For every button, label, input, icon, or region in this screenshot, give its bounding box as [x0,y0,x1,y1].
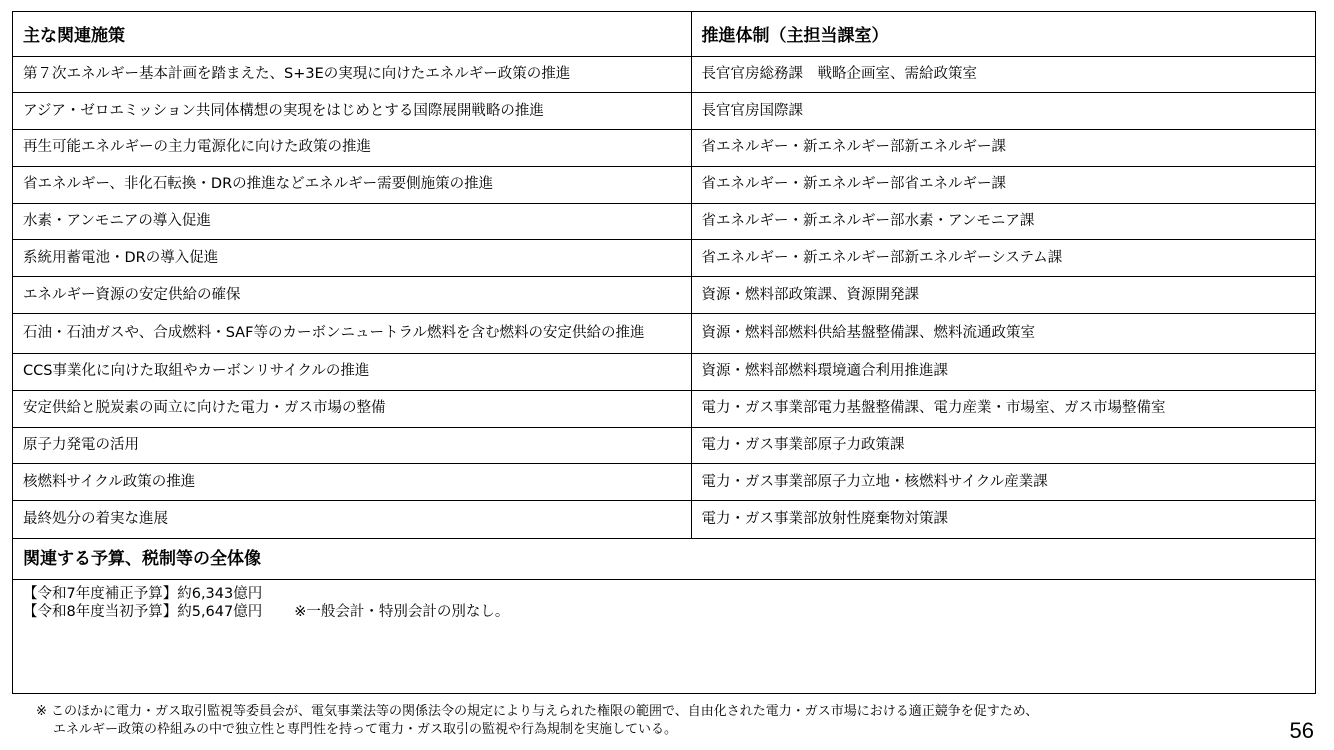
table-row [13,501,1315,538]
table-row [13,166,1315,203]
table-row [13,354,1315,391]
measure-cell: エネルギー資源の安定供給の確保 [13,277,691,314]
measure-cell: 水素・アンモニアの導入促進 [13,203,691,240]
table-header-row [13,12,1315,56]
budget-account-note: ※一般会計・特別会計の別なし。 [294,603,510,620]
organization-cell: 長官官房国際課 [691,93,1315,130]
header-measures: 主な関連施策 [13,12,691,56]
table-row [13,93,1315,130]
table-row [13,240,1315,277]
table-row [13,464,1315,501]
content-frame [12,11,1316,694]
table-row [13,427,1315,464]
organization-cell: 電力・ガス事業部電力基盤整備課、電力産業・市場室、ガス市場整備室 [691,390,1315,427]
budget-supplementary-line: 【令和7年度補正予算】約6,343億円 [23,585,263,602]
table-row [13,130,1315,167]
measure-cell: 核燃料サイクル政策の推進 [13,464,691,501]
measure-cell: 最終処分の着実な進展 [13,501,691,538]
measure-cell: 石油・石油ガスや、合成燃料・SAF等のカーボンニュートラル燃料を含む燃料の安定供給の推進 [13,314,691,354]
table-row [13,56,1315,93]
table-row [13,277,1315,314]
table-row [13,390,1315,427]
organization-cell: 資源・燃料部政策課、資源開発課 [691,277,1315,314]
budget-section-title: 関連する予算、税制等の全体像 [13,538,1315,580]
measure-cell: 系統用蓄電池・DRの導入促進 [13,240,691,277]
footnote-line-2: エネルギー政策の枠組みの中で独立性と専門性を持って電力・ガス取引の監視や行為規制を実施している。 [53,722,678,737]
organization-cell: 電力・ガス事業部原子力政策課 [691,427,1315,464]
organization-cell: 資源・燃料部燃料環境適合利用推進課 [691,354,1315,391]
organization-cell: 資源・燃料部燃料供給基盤整備課、燃料流通政策室 [691,314,1315,354]
policy-table [13,12,1315,538]
page-number: 56 [1289,718,1314,743]
organization-cell: 省エネルギー・新エネルギー部水素・アンモニア課 [691,203,1315,240]
table-row [13,203,1315,240]
measure-cell: アジア・ゼロエミッション共同体構想の実現をはじめとする国際展開戦略の推進 [13,93,691,130]
measure-cell: CCS事業化に向けた取組やカーボンリサイクルの推進 [13,354,691,391]
budget-section-body [13,580,1315,626]
footnote [36,703,1256,739]
organization-cell: 省エネルギー・新エネルギー部省エネルギー課 [691,166,1315,203]
footnote-line-1: ※ このほかに電力・ガス取引監視等委員会が、電気事業法等の関係法令の規定により与えられた権限の範囲で、自由化された電力・ガス市場における適正競争を促すため、 [36,704,1039,719]
measure-cell: 安定供給と脱炭素の両立に向けた電力・ガス市場の整備 [13,390,691,427]
header-organization: 推進体制（主担当課室） [691,12,1315,56]
measure-cell: 第７次エネルギー基本計画を踏まえた、S+3Eの実現に向けたエネルギー政策の推進 [13,56,691,93]
organization-cell: 電力・ガス事業部原子力立地・核燃料サイクル産業課 [691,464,1315,501]
measure-cell: 省エネルギー、非化石転換・DRの推進などエネルギー需要側施策の推進 [13,166,691,203]
budget-initial-line [23,603,1305,621]
budget-initial-amount: 【令和8年度当初予算】約5,647億円 [23,603,263,620]
measure-cell: 再生可能エネルギーの主力電源化に向けた政策の推進 [13,130,691,167]
organization-cell: 長官官房総務課 戦略企画室、需給政策室 [691,56,1315,93]
organization-cell: 省エネルギー・新エネルギー部新エネルギーシステム課 [691,240,1315,277]
organization-cell: 電力・ガス事業部放射性廃棄物対策課 [701,510,948,527]
organization-cell: 省エネルギー・新エネルギー部新エネルギー課 [691,130,1315,167]
table-row [13,314,1315,354]
measure-cell: 原子力発電の活用 [13,427,691,464]
